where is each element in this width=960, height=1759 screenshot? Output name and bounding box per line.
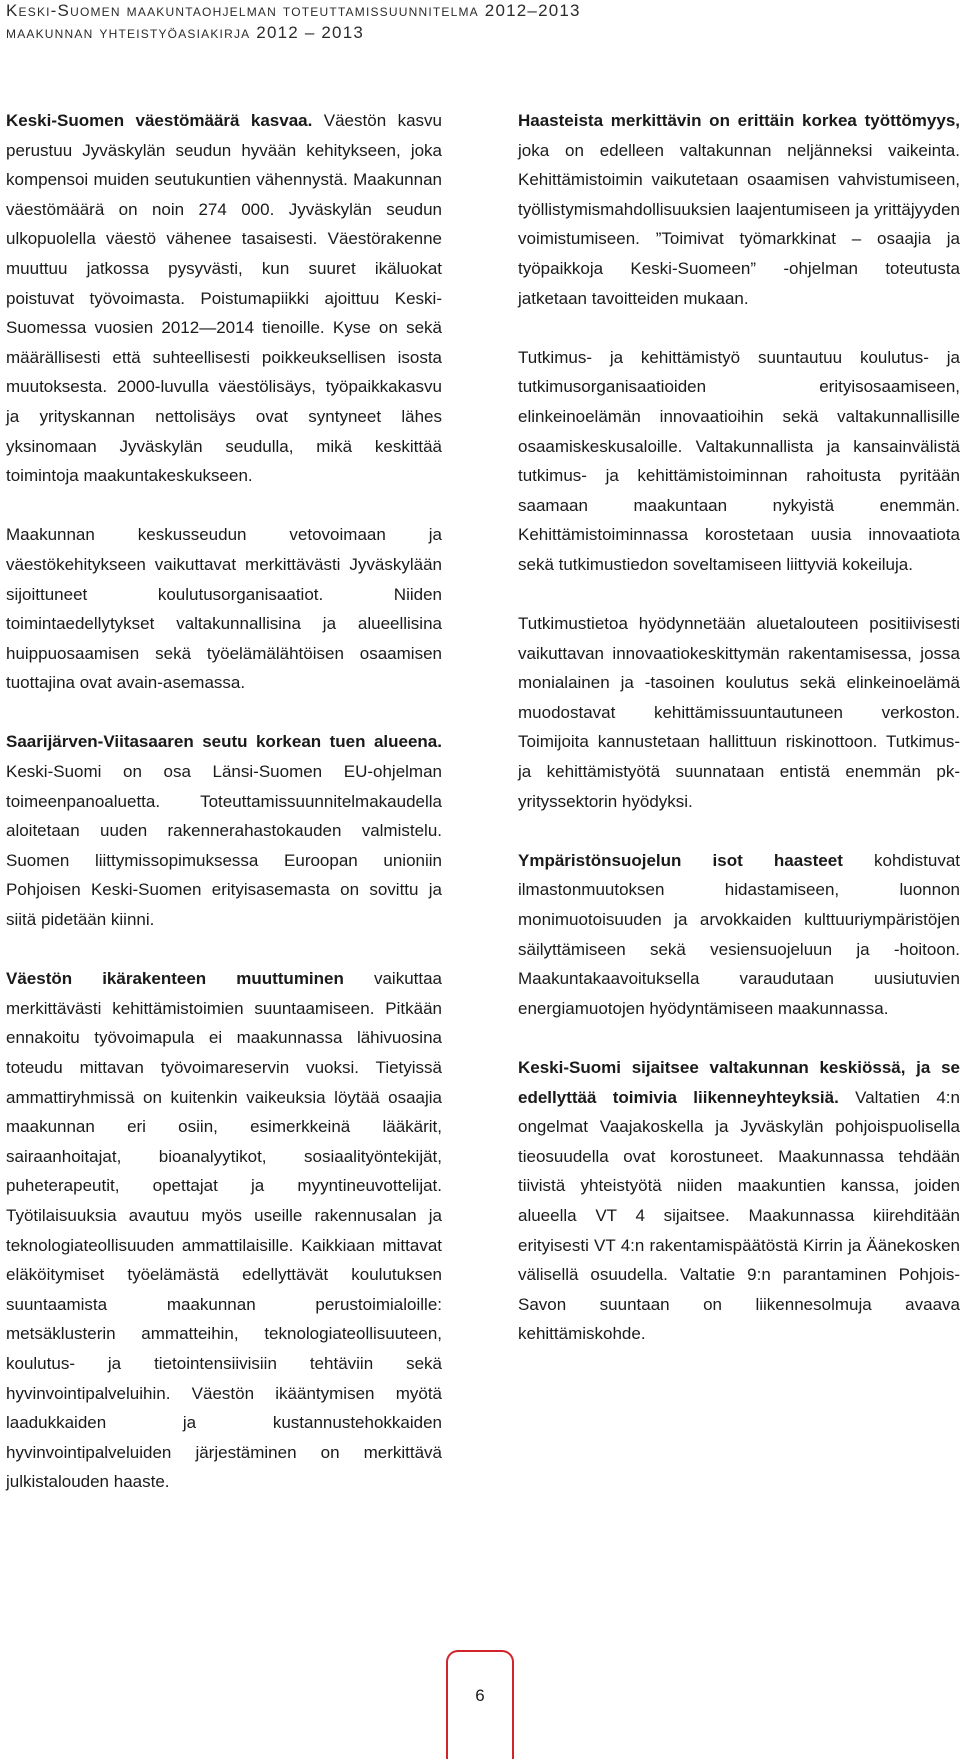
paragraph <box>6 727 442 934</box>
paragraph-body: Valtatien 4:n ongelmat Vaajakoskella ja Jyväskylän pohjoispuolisella tieosuudella ovat korostuneet. Maakunnassa tehdään tiivistä yhteistyötä niiden maakuntien kanssa, joiden alueella VT 4 sijaitsee. Maakunnassa kiirehditään erityisesti VT 4:n rakentamispäätöstä Kirrin ja Äänekosken välisellä osuudella. Valtatie 9:n parantaminen Pohjois-Savon suuntaan on liikennesolmuja avaava kehittämiskohde. <box>518 1087 960 1344</box>
paragraph-body: kohdistuvat ilmastonmuutoksen hidastamiseen, luonnon monimuotoisuuden ja arvokkaiden kulttuuriympäristöjen säilyttämiseen sekä vesiensuojeluun ja -hoitoon. Maakuntakaavoituksella varaudutaan uusiutuvien energiamuotojen hyödyntämiseen maakunnassa. <box>518 850 960 1018</box>
paragraph-lead: Haasteista merkittävin on erittäin korkea työttömyys, <box>518 111 960 130</box>
paragraph <box>518 106 960 313</box>
paragraph <box>518 343 960 580</box>
paragraph-lead: Keski-Suomen väestömäärä kasvaa. <box>6 111 313 130</box>
paragraph <box>518 1053 960 1349</box>
right-text-column <box>518 106 960 1349</box>
paragraph-body: vaikuttaa merkittävästi kehittämistoimien suuntaamiseen. Pitkään ennakoitu työvoimapula ei maakunnassa lähivuosina toteudu mittavan työvoimareservin vuoksi. Tietyissä ammattiryhmissä on kuitenkin vaikeuksia löytää osaajia maakunnan eri osiin, esimerkkeinä lääkärit, sairaanhoitajat, bioanalyytikot, sosiaalityöntekijät, puheterapeutit, opettajat ja myyntineuvottelijat. Työtilaisuuksia avautuu myös useille rakennusalan ja teknologiateollisuuden ammattilaisille. Kaikkiaan mittavat eläköitymiset työelämästä edellyttävät koulutuksen suuntaamista maakunnan perustoimialoille: metsäklusterin ammatteihin, teknologiateollisuuteen, koulutus- ja tietointensiivisiin tehtäviin sekä hyvinvointipalveluihin. Väestön ikääntymisen myötä laadukkaiden ja kustannustehokkaiden hyvinvointipalveluiden järjestäminen on merkittävä julkistalouden haaste. <box>6 969 443 1492</box>
paragraph-body: Väestön kasvu perustuu Jyväskylän seudun hyvään kehitykseen, joka kompensoi muiden seutukuntien vähennystä. Maakunnan väestömäärä on noin 274 000. Jyväskylän seudun ulkopuolella väestö vähenee tasaisesti. Väestörakenne muuttuu jatkossa pysyvästi, kun suuret ikäluokat poistuvat työvoimasta. Poistumapiikki ajoittuu Keski-Suomessa vuosien 2012—2014 tienoille. Kyse on sekä määrällisesti että suhteellisesti poikkeuksellisen isosta muutoksesta. 2000-luvulla väestölisäys, työpaikkakasvu ja yrityskannan nettolisäys ovat syntyneet lähes yksinomaan Jyväskylän seudulla, mikä keskittää toimintoja maakuntakeskukseen. <box>6 111 442 486</box>
paragraph-body: Tutkimus- ja kehittämistyö suuntautuu koulutus- ja tutkimusorganisaatioiden erityisosaamiseen, elinkeinoelämän innovaatioihin sekä valtakunnallisille osaamiskeskusaloille. Valtakunnallista ja kansainvälistä tutkimus- ja kehittämistoiminnan rahoitusta pyritään saamaan maakuntaan nykyistä enemmän. Kehittämistoiminnassa korostetaan uusia innovaatiota sekä tutkimustiedon soveltamiseen liittyviä kokeiluja. <box>518 347 960 574</box>
running-header-line-1: Keski-Suomen maakuntaohjelman toteuttamissuunnitelma 2012–2013 <box>6 1 581 20</box>
paragraph-body: Tutkimustietoa hyödynnetään aluetalouteen positiivisesti vaikuttavan innovaatiokeskittymän rakentamisessa, jossa monialainen ja -tasoinen koulutus sekä elinkeinoelämä muodostavat kehittämissuuntautuneen verkoston. Toimijoita kannustetaan hallittuun riskinottoon. Tutkimus- ja kehittämistyötä suunnataan entistä enemmän pk-yrityssektorin hyödyksi. <box>518 614 960 811</box>
left-text-column <box>6 106 442 1497</box>
paragraph-body: Maakunnan keskusseudun vetovoimaan ja väestökehitykseen vaikuttavat merkittävästi Jyväskylään sijoittuneet koulutusorganisaatiot. Niiden toimintaedellytykset valtakunnallisina ja alueellisina huippuosaamisen sekä työelämälähtöisen osaamisen tuottajina ovat avain-asemassa. <box>6 525 442 693</box>
paragraph-lead: Ympäristönsuojelun isot haasteet <box>518 850 843 870</box>
paragraph <box>518 609 960 816</box>
paragraph <box>6 106 442 491</box>
paragraph <box>6 520 442 698</box>
paragraph-lead: Väestön ikärakenteen muuttuminen <box>6 969 344 989</box>
paragraph <box>6 964 442 1497</box>
running-header-line-2: maakunnan yhteistyöasiakirja 2012 – 2013 <box>6 23 365 42</box>
page-number-tab <box>446 1650 514 1759</box>
paragraph <box>518 846 960 1024</box>
paragraph-lead: Saarijärven-Viitasaaren seutu korkean tuen alueena. <box>6 732 442 752</box>
paragraph-lead: Keski-Suomi sijaitsee valtakunnan keskiössä, ja se edellyttää toimivia liikenneyhteyksiä. <box>518 1058 960 1107</box>
page-number: 6 <box>475 1686 485 1705</box>
paragraph-body: Keski-Suomi on osa Länsi-Suomen EU-ohjelman toimeenpanoaluetta. Toteuttamissuunnitelmakaudella aloitetaan uuden rakennerahastokauden valmistelu. Suomen liittymissopimuksessa Euroopan unioniin Pohjoisen Keski-Suomen erityisasemasta on sovittu ja siitä pidetään kiinni. <box>6 762 442 930</box>
running-header <box>6 0 581 44</box>
paragraph-body: joka on edelleen valtakunnan neljänneksi vaikeinta. Kehittämistoimin vaikutetaan osaamisen vahvistumiseen, työllistymismahdollisuuksien laajentumiseen ja yrittäjyyden voimistumiseen. ”Toimivat työmarkkinat – osaajia ja työpaikkoja Keski-Suomeen” -ohjelman toteutusta jatketaan tavoitteiden mukaan. <box>518 140 960 308</box>
